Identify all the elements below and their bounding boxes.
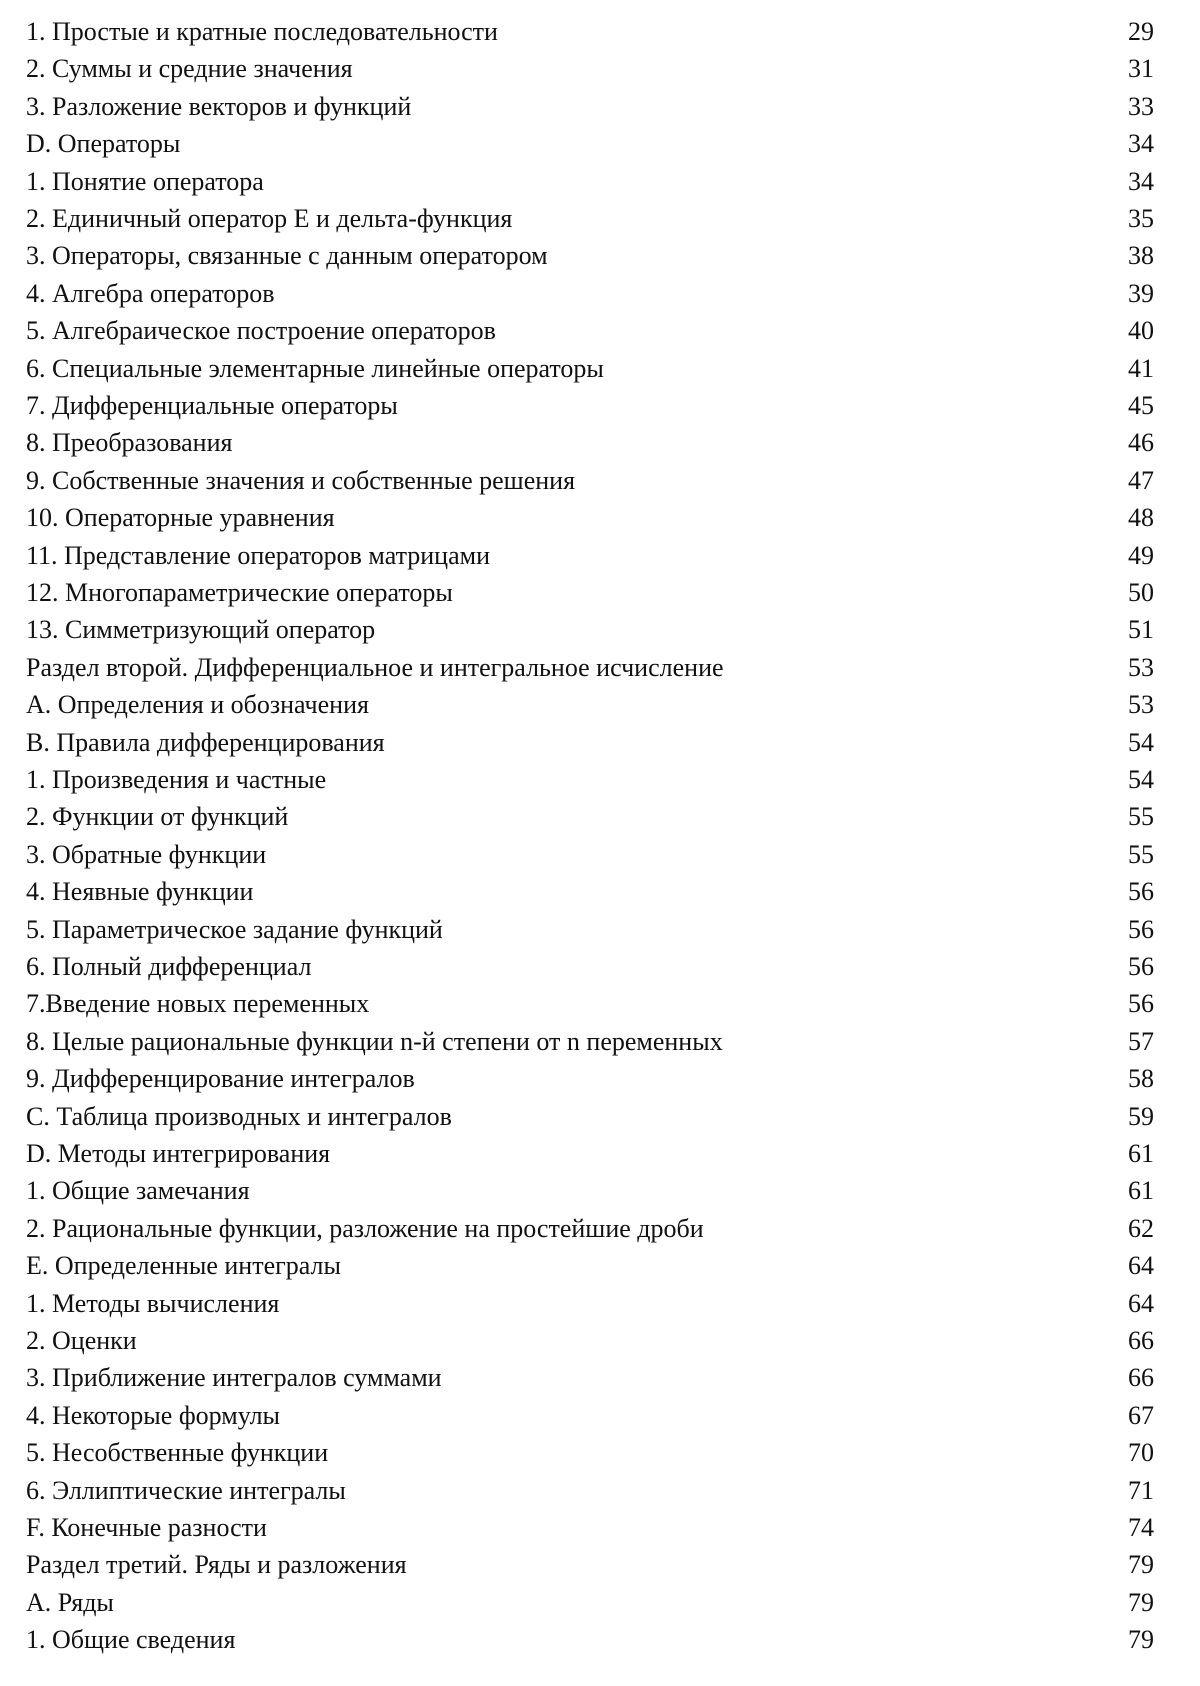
toc-entry-page-number: 53 [1128, 690, 1154, 720]
toc-entry-title: 1. Простые и кратные последовательности [26, 17, 498, 46]
toc-entry-title: 9. Дифференцирование интегралов [26, 1064, 415, 1094]
toc-entry-title: 3. Обратные функции [26, 839, 267, 869]
toc-entry-page-number: 35 [1128, 204, 1154, 233]
toc-entry-title: 3. Разложение векторов и функций [26, 91, 412, 121]
toc-entry-title: 6. Специальные элементарные линейные операторы [26, 353, 604, 383]
toc-entry-page-number: 56 [1128, 989, 1154, 1019]
toc-entry-page-number: 29 [1128, 17, 1154, 46]
toc-entry-title: 9. Собственные значения и собственные решения [26, 465, 576, 495]
toc-entry-page-number: 58 [1128, 1064, 1154, 1094]
toc-entry-title: A. Определения и обозначения [26, 690, 369, 720]
toc-entry [26, 949, 1154, 985]
toc-entry-title: 1. Произведения и частные [26, 765, 327, 794]
toc-entry [26, 837, 1154, 873]
toc-entry [26, 612, 1154, 648]
toc-entry-title: 2. Суммы и средние значения [26, 54, 353, 84]
toc-entry-title: 3. Приближение интегралов суммами [26, 1363, 442, 1393]
toc-entry-title: 10. Операторные уравнения [26, 503, 335, 533]
toc-entry-title: 11. Представление операторов матрицами [26, 540, 490, 570]
toc-entry-title: 6. Эллиптические интегралы [26, 1475, 346, 1505]
toc-entry-title: 4. Некоторые формулы [26, 1400, 281, 1430]
toc-entry-page-number: 79 [1128, 1625, 1154, 1655]
toc-entry-page-number: 34 [1128, 166, 1154, 196]
toc-entry-title: 3. Операторы, связанные с данным оператором [26, 241, 548, 271]
toc-entry-page-number: 66 [1128, 1363, 1154, 1393]
toc-entry [26, 1585, 1154, 1621]
toc-entry [26, 725, 1154, 761]
toc-entry-page-number: 66 [1128, 1326, 1154, 1355]
toc-entry [26, 1173, 1154, 1209]
toc-entry-page-number: 47 [1128, 465, 1154, 495]
toc-entry [26, 351, 1154, 387]
toc-entry-page-number: 67 [1128, 1400, 1154, 1430]
toc-entry-page-number: 55 [1128, 802, 1154, 832]
toc-entry [26, 51, 1154, 87]
toc-entry [26, 538, 1154, 574]
toc-entry [26, 126, 1154, 162]
toc-entry-page-number: 45 [1128, 391, 1154, 420]
toc-entry-title: 12. Многопараметрические операторы [26, 578, 453, 607]
toc-entry [26, 1248, 1154, 1284]
toc-entry-title: 13. Симметризующий оператор [26, 615, 376, 645]
toc-entry [26, 1061, 1154, 1097]
toc-entry-title: 7.Введение новых переменных [26, 989, 370, 1019]
toc-entry-title: 4. Алгебра операторов [26, 278, 275, 308]
toc-entry [26, 1547, 1154, 1583]
toc-entry-page-number: 51 [1128, 615, 1154, 645]
toc-entry-title: Раздел второй. Дифференциальное и интегральное исчисление [26, 652, 724, 682]
toc-entry [26, 313, 1154, 349]
toc-entry [26, 650, 1154, 686]
toc-entry-title: 2. Функции от функций [26, 802, 289, 832]
toc-entry [26, 164, 1154, 200]
toc-entry [26, 1360, 1154, 1396]
toc-entry [26, 687, 1154, 723]
toc-entry-page-number: 57 [1128, 1026, 1154, 1056]
toc-entry [26, 912, 1154, 948]
toc-entry-page-number: 41 [1128, 353, 1154, 383]
toc-entry-page-number: 70 [1128, 1438, 1154, 1468]
toc-entry [26, 874, 1154, 910]
toc-entry-page-number: 54 [1128, 727, 1154, 757]
toc-entry [26, 201, 1154, 237]
toc-entry-page-number: 79 [1128, 1550, 1154, 1580]
toc-entry-page-number: 38 [1128, 241, 1154, 271]
toc-entry-title: 1. Понятие оператора [26, 166, 264, 196]
toc-entry-title: F. Конечные разности [26, 1513, 267, 1542]
toc-entry [26, 1099, 1154, 1135]
toc-entry-title: 4. Неявные функции [26, 877, 254, 907]
toc-entry-page-number: 74 [1128, 1513, 1154, 1542]
toc-entry-title: 7. Дифференциальные операторы [26, 391, 398, 420]
toc-entry [26, 575, 1154, 611]
toc-entry [26, 1510, 1154, 1546]
toc-entry-page-number: 39 [1128, 278, 1154, 308]
toc-entry-page-number: 62 [1128, 1213, 1154, 1243]
toc-entry-page-number: 53 [1128, 652, 1154, 682]
toc-entry-page-number: 64 [1128, 1288, 1154, 1318]
toc-entry-page-number: 31 [1128, 54, 1154, 84]
toc-entry [26, 1435, 1154, 1471]
toc-entry-page-number: 56 [1128, 914, 1154, 944]
toc-entry-title: 8. Целые рациональные функции n-й степени от n переменных [26, 1026, 723, 1056]
toc-entry-page-number: 56 [1128, 877, 1154, 907]
toc-entry-title: D. Операторы [26, 129, 181, 159]
toc-entry-page-number: 46 [1128, 428, 1154, 458]
toc-entry-title: 2. Оценки [26, 1326, 137, 1355]
toc-entry [26, 1136, 1154, 1172]
toc-entry-title: C. Таблица производных и интегралов [26, 1101, 452, 1131]
toc-entry [26, 1622, 1154, 1658]
toc-entry-title: B. Правила дифференцирования [26, 727, 385, 757]
toc-entry [26, 276, 1154, 312]
toc-entry-page-number: 55 [1128, 839, 1154, 869]
toc-entry-title: 5. Параметрическое задание функций [26, 914, 443, 944]
toc-entry-page-number: 61 [1128, 1176, 1154, 1206]
toc-entry [26, 762, 1154, 798]
toc-entry [26, 1398, 1154, 1434]
toc-entry-page-number: 48 [1128, 503, 1154, 533]
toc-entry-title: 1. Методы вычисления [26, 1288, 280, 1318]
toc-entry-title: 8. Преобразования [26, 428, 233, 458]
toc-entry-title: 6. Полный дифференциал [26, 952, 312, 981]
toc-entry-page-number: 34 [1128, 129, 1154, 159]
toc-entry [26, 1323, 1154, 1359]
toc-entry [26, 1211, 1154, 1247]
toc-entry [26, 425, 1154, 461]
toc-entry-title: D. Методы интегрирования [26, 1139, 331, 1168]
toc-entry-title: Раздел третий. Ряды и разложения [26, 1550, 407, 1580]
toc-entry-page-number: 56 [1128, 952, 1154, 981]
toc-entry-page-number: 79 [1128, 1587, 1154, 1617]
toc-entry-title: 2. Рациональные функции, разложение на простейшие дроби [26, 1213, 704, 1243]
toc-entry [26, 1473, 1154, 1509]
toc-entry-page-number: 59 [1128, 1101, 1154, 1131]
toc-entry-title: 5. Алгебраическое построение операторов [26, 316, 496, 346]
toc-entry-title: 1. Общие замечания [26, 1176, 250, 1206]
toc-entry [26, 500, 1154, 536]
toc-entry [26, 1024, 1154, 1060]
toc-entry-page-number: 40 [1128, 316, 1154, 346]
toc-entry [26, 986, 1154, 1022]
toc-entry [26, 238, 1154, 274]
toc-entry-page-number: 71 [1128, 1475, 1154, 1505]
toc-entry [26, 799, 1154, 835]
toc-entry-page-number: 54 [1128, 765, 1154, 794]
toc-entry [26, 388, 1154, 424]
toc-entry-title: E. Определенные интегралы [26, 1251, 341, 1281]
toc-entry-title: 2. Единичный оператор E и дельта-функция [26, 204, 513, 233]
toc-entry [26, 463, 1154, 499]
toc-entry-page-number: 61 [1128, 1139, 1154, 1168]
toc-entry-page-number: 33 [1128, 91, 1154, 121]
toc-entry [26, 89, 1154, 125]
toc-entry [26, 14, 1154, 50]
toc-entry-page-number: 50 [1128, 578, 1154, 607]
toc-entry-title: A. Ряды [26, 1587, 114, 1617]
toc-entry [26, 1286, 1154, 1322]
toc-entry-title: 5. Несобственные функции [26, 1438, 329, 1468]
toc-entry-page-number: 64 [1128, 1251, 1154, 1281]
toc-entry-page-number: 49 [1128, 540, 1154, 570]
toc-entry-title: 1. Общие сведения [26, 1625, 236, 1655]
